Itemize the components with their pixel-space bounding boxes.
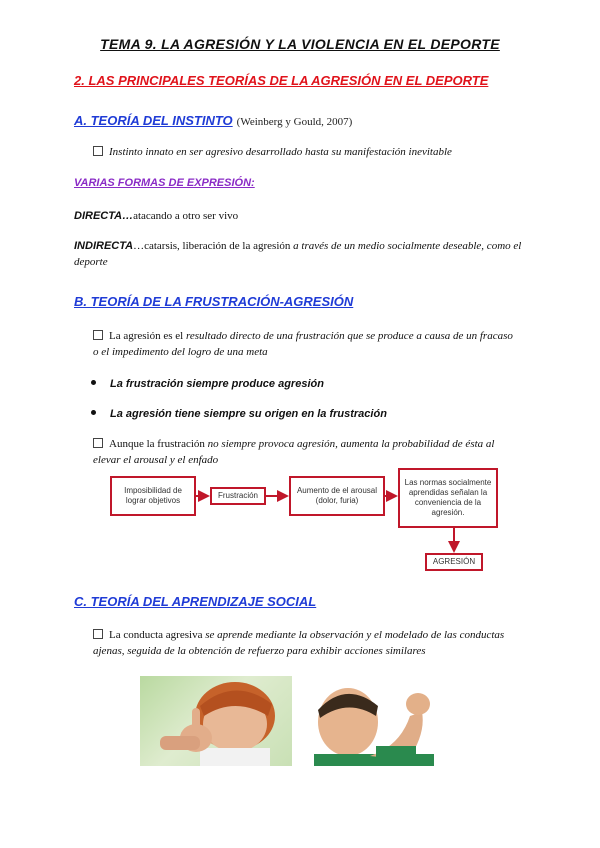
diagram-box-arousal: Aumento de el arousal (dolor, furia) <box>289 476 385 516</box>
direct-label: DIRECTA… <box>74 210 134 222</box>
bullet-item-1: La frustración siempre produce agresión <box>91 374 324 392</box>
bullet-item-2: La agresión tiene siempre su origen en la frustración <box>91 404 387 422</box>
diagram-box-frustration: Frustración <box>210 487 266 505</box>
checkbox-icon <box>93 146 103 156</box>
indirect-italic-1: a través de un medio socialmente deseable, como el <box>293 240 522 252</box>
theory-b-heading: B. TEORÍA DE LA FRUSTRACIÓN-AGRESIÓN <box>74 294 354 309</box>
checkbox-icon <box>93 330 103 340</box>
indirect-text: …catarsis, liberación de la agresión <box>133 240 291 252</box>
indirect-italic-2: deporte <box>74 256 108 268</box>
photo-boy-gesture-image <box>140 676 292 766</box>
theory-a-heading: A. TEORÍA DEL INSTINTO <box>74 113 233 128</box>
bullet-icon <box>91 410 96 415</box>
theory-a-item: Instinto innato en ser agresivo desarrollado hasta su manifestación inevitable <box>93 144 452 160</box>
theory-a-heading-row <box>74 112 352 130</box>
section-heading-theories: 2. LAS PRINCIPALES TEORÍAS DE LA AGRESIÓN EN EL DEPORTE <box>74 73 489 88</box>
theory-c-item-1: La conducta agresiva se aprende mediante la observación y el modelado de las conductas ajenas, seguida de la obtención de refuerzo para exhibir acciones similares <box>93 629 505 657</box>
diagram-box-aggression: AGRESIÓN <box>425 553 483 571</box>
theory-c-heading: C. TEORÍA DEL APRENDIZAJE SOCIAL <box>74 594 317 609</box>
photo-boy-gesture <box>140 676 292 766</box>
photo-boy-flexing <box>300 676 452 766</box>
direct-form-line <box>74 208 238 224</box>
bullet-icon <box>91 380 96 385</box>
indirect-label: INDIRECTA <box>74 240 134 252</box>
document-title: TEMA 9. LA AGRESIÓN Y LA VIOLENCIA EN EL DEPORTE <box>100 36 500 52</box>
theory-a-citation: (Weinberg y Gould, 2007) <box>236 116 353 128</box>
indirect-form-paragraph <box>74 238 526 270</box>
diagram-box-impossibility: Imposibilidad de lograr objetivos <box>110 476 196 516</box>
checkbox-icon <box>93 629 103 639</box>
diagram-box-social-norms: Las normas socialmente aprendidas señalan la conveniencia de la agresión. <box>398 468 498 528</box>
direct-text: atacando a otro ser vivo <box>133 210 239 222</box>
checkbox-icon <box>93 438 103 448</box>
theory-b-item-2: Aunque la frustración no siempre provoca agresión, aumenta la probabilidad de ésta al elevar el arousal y el enfado <box>93 438 495 466</box>
photo-boy-flexing-image <box>300 676 452 766</box>
theory-b-item-1: La agresión es el resultado directo de una frustración que se produce a causa de un fracaso o el impedimento del logro de una meta <box>93 330 513 358</box>
forms-heading: VARIAS FORMAS DE EXPRESIÓN: <box>74 177 255 189</box>
